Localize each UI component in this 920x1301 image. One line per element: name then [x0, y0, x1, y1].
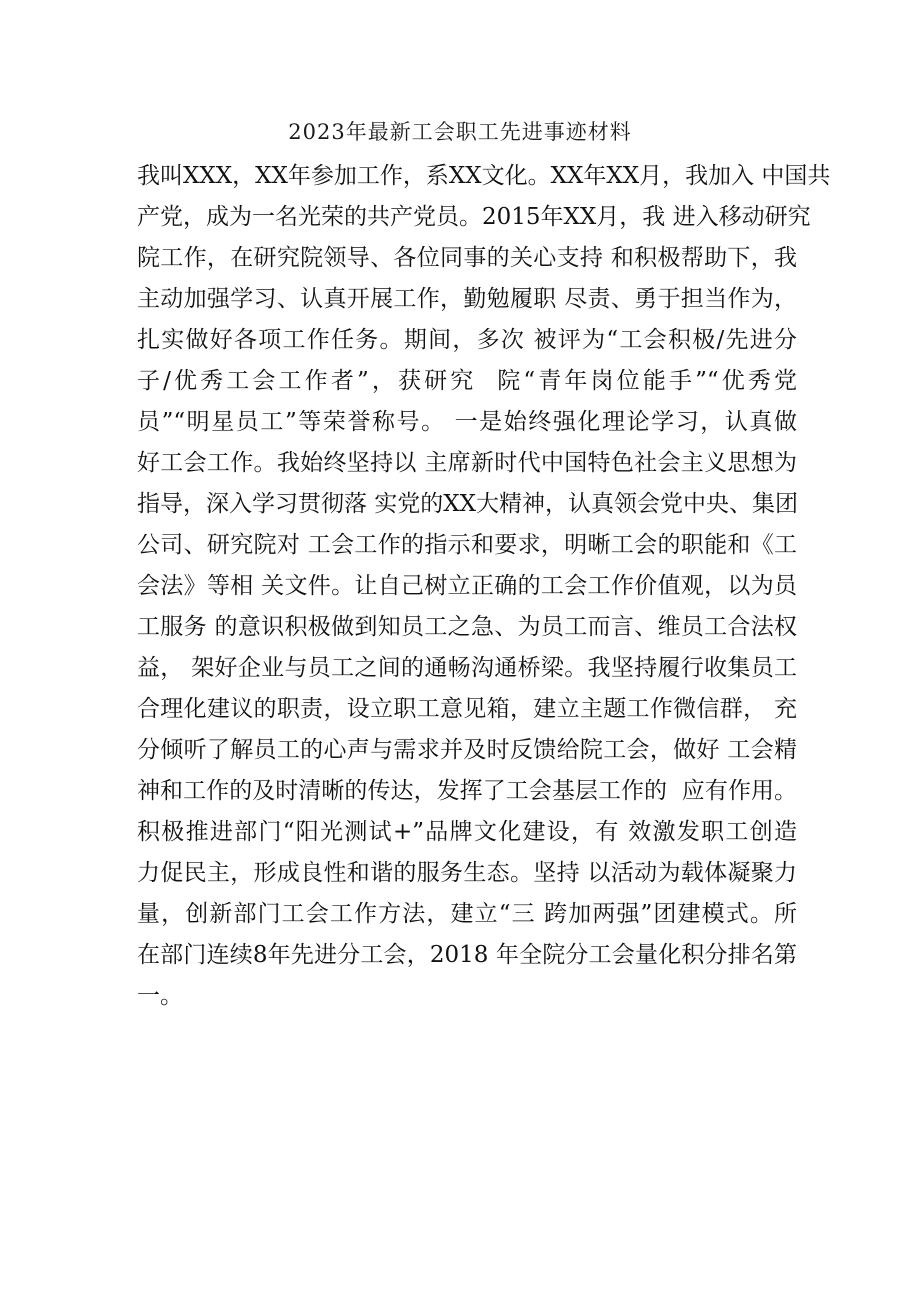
body-line: 会法》等相 关文件。让自己树立正确的工会工作价值观，以为员	[137, 573, 797, 599]
body-line: 员”“明星员工”等荣誉称号。 一是始终强化理论学习，认真做	[137, 409, 797, 435]
body-line: 好工会工作。我始终坚持以 主席新时代中国特色社会主义思想为	[137, 450, 797, 476]
body-line: 我叫XXX，XX年参加工作，系XX文化。XX年XX月，我加入 中国共	[137, 163, 831, 189]
document-title: 2023年最新工会职工先进事迹材料	[288, 120, 632, 144]
body-line: 量，创新部门工会工作方法，建立“三 跨加两强”团建模式。所	[137, 901, 797, 927]
body-line: 分倾听了解员工的心声与需求并及时反馈给院工会，做好 工会精	[137, 737, 797, 763]
body-line: 主动加强学习、认真开展工作，勤勉履职 尽责、勇于担当作为，	[137, 286, 797, 312]
body-line: 一。	[137, 983, 183, 1009]
body-line: 力促民主，形成良性和谐的服务生态。坚持 以活动为载体凝聚力	[137, 860, 797, 886]
body-line: 扎实做好各项工作任务。期间，多次 被评为“工会积极/先进分	[137, 327, 797, 353]
body-line: 产党，成为一名光荣的共产党员。2015年XX月，我 进入移动研究	[137, 204, 811, 230]
body-line: 公司、研究院对 工会工作的指示和要求，明晰工会的职能和《工	[137, 532, 797, 558]
document-body	[137, 156, 831, 1017]
body-line: 工服务 的意识积极做到知员工之急、为员工而言、维员工合法权	[137, 614, 797, 640]
body-line: 积极推进部门“阳光测试+”品牌文化建设，有 效激发职工创造	[137, 819, 797, 845]
body-line: 合理化建议的职责，设立职工意见箱，建立主题工作微信群， 充	[137, 696, 797, 722]
body-line: 神和工作的及时清晰的传达，发挥了工会基层工作的 应有作用。	[137, 778, 797, 804]
body-line: 在部门连续8年先进分工会，2018 年全院分工会量化积分排名第	[137, 942, 797, 968]
body-line: 子/优秀工会工作者”，获研究 院“青年岗位能手”“优秀党	[137, 368, 797, 394]
body-line: 益， 架好企业与员工之间的通畅沟通桥梁。我坚持履行收集员工	[137, 655, 797, 681]
body-line: 院工作，在研究院领导、各位同事的关心支持 和积极帮助下，我	[137, 245, 797, 271]
body-line: 指导，深入学习贯彻落 实党的XX大精神，认真领会党中央、集团	[137, 491, 799, 517]
